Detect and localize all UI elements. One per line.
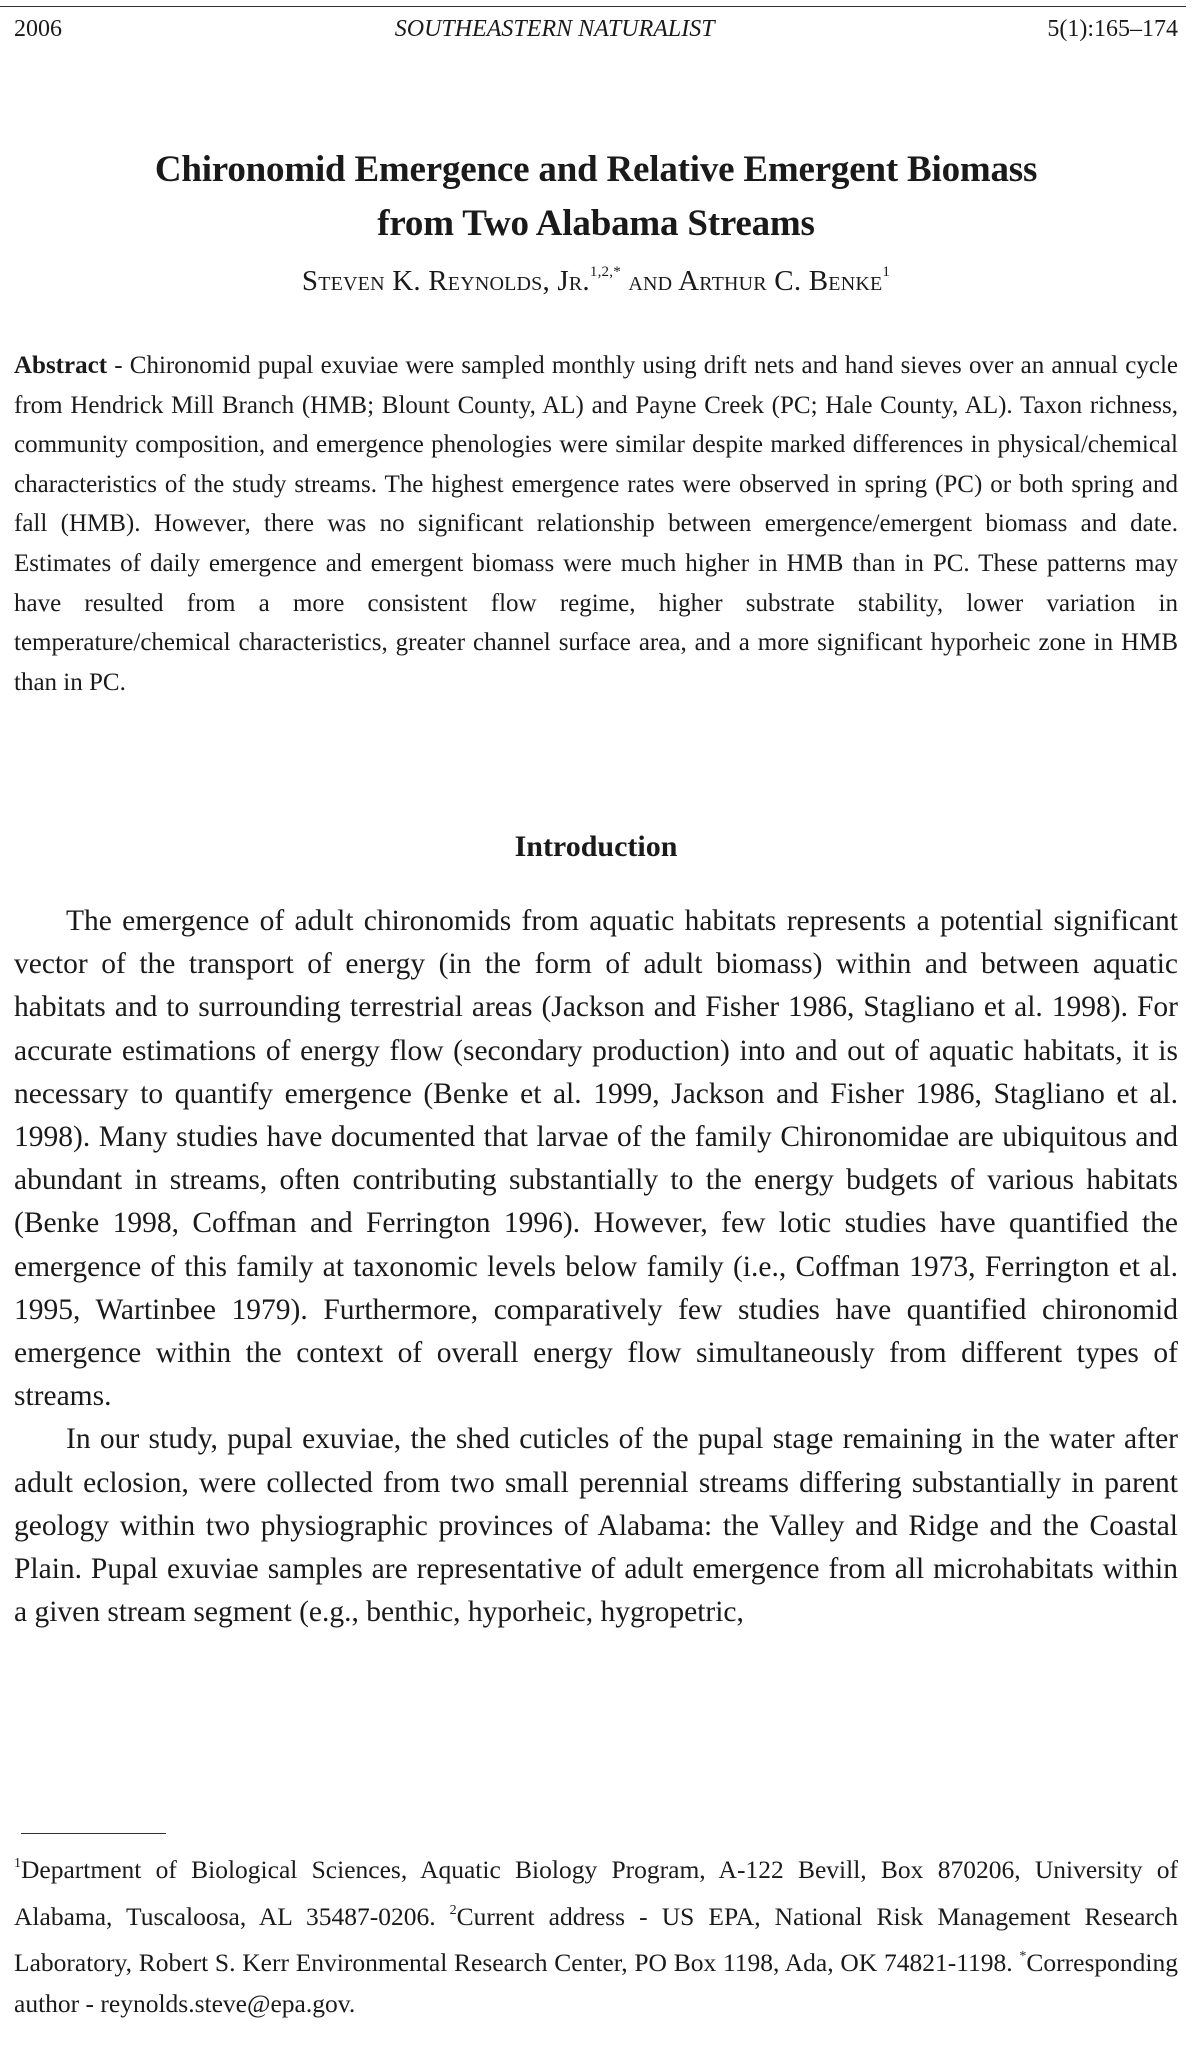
author-conjunction: and <box>620 265 679 297</box>
footnote-1-text: Department of Biological Sciences, Aquatic Biology Program, A-122 Bevill, Box 870206, University of Alabama, Tuscaloosa, AL 35487-0206. <box>14 1855 1178 1931</box>
author-benke: Arthur C. Benke <box>678 265 883 297</box>
running-head <box>14 16 1178 43</box>
journal-name: SOUTHEASTERN NATURALIST <box>394 16 715 42</box>
author-line <box>14 264 1178 298</box>
intro-paragraph-2: In our study, pupal exuviae, the shed cuticles of the pupal stage remaining in the water after adult eclosion, were collected from two small perennial streams differing substantially in parent geology within two physiographic provinces of Alabama: the Valley and Ridge and the Coastal Plain. Pupal exuviae samples are representative of adult emergence from all microhabitats within a given stream segment (e.g., benthic, hyporheic, hygropetric, <box>14 1423 1178 1629</box>
footnote-2-text: Current address - US EPA, National Risk Management Research Laboratory, Robert S. Kerr Environmental Research Center, PO Box 1198, Ada, OK 74821-1198. <box>14 1901 1178 1977</box>
footnote-1-mark: 1 <box>14 1856 21 1871</box>
author-reynolds-affiliation: 1,2,* <box>589 264 621 280</box>
footnote-2-mark: 2 <box>449 1902 457 1918</box>
author-reynolds: Steven K. Reynolds, Jr. <box>301 265 590 297</box>
footnote-end-period: . <box>348 1988 356 2018</box>
corresponding-author-email[interactable]: reynolds.steve@epa.gov <box>100 1988 349 2018</box>
introduction-heading: Introduction <box>514 830 678 863</box>
footnote-rule <box>21 1833 166 1834</box>
paper-title <box>14 143 1178 251</box>
footnote-3-mark: * <box>1019 1949 1027 1964</box>
introduction-body <box>14 900 1178 1634</box>
author-benke-affiliation: 1 <box>882 264 891 280</box>
abstract-text: - Chironomid pupal exuviae were sampled monthly using drift nets and hand sieves over an annual cycle from Hendrick Mill Branch (HMB; Blount County, AL) and Payne Creek (PC; Hale County, AL). Taxon richness, community composition, and emergence phenologies were similar despite marked differences in physical/chemical characteristics of the study streams. The highest emergence rates were observed in spring (PC) or both spring and fall (HMB). However, there was no significant relationship between emergence/emergent biomass and date. Estimates of daily emergence and emergent biomass were much higher in HMB than in PC. These patterns may have resulted from a more consistent flow regime, higher substrate stability, lower variation in temperature/chemical characteristics, greater channel surface area, and a more significant hyporheic zone in HMB than in PC. <box>14 352 1178 696</box>
abstract-label: Abstract <box>14 352 108 379</box>
abstract <box>14 346 1178 702</box>
title-line-2: from Two Alabama Streams <box>377 202 815 244</box>
journal-year: 2006 <box>14 16 62 42</box>
title-line-1: Chironomid Emergence and Relative Emergent Biomass <box>154 148 1038 190</box>
header-rule <box>0 6 1186 7</box>
footnote-3-text: Corresponding author - <box>14 1948 1178 2018</box>
footnotes <box>14 1844 1178 2024</box>
intro-paragraph-1: The emergence of adult chironomids from aquatic habitats represents a potential significant vector of the transport of energy (in the form of adult biomass) within and between aquatic habitats and to surrounding terrestrial areas (Jackson and Fisher 1986, Stagliano et al. 1998). For accurate estimations of energy flow (secondary production) into and out of aquatic habitats, it is necessary to quantify emergence (Benke et al. 1999, Jackson and Fisher 1986, Stagliano et al. 1998). Many studies have documented that larvae of the family Chironomidae are ubiquitous and abundant in streams, often contributing substantially to the energy budgets of various habitats (Benke 1998, Coffman and Ferrington 1996). However, few lotic studies have quantified the emergence of this family at taxonomic levels below family (i.e., Coffman 1973, Ferrington et al. 1995, Wartinbee 1979). Furthermore, comparatively few studies have quantified chironomid emergence within the context of overall energy flow simultaneously from different types of streams. <box>14 905 1178 1413</box>
journal-citation: 5(1):165–174 <box>1047 16 1178 42</box>
